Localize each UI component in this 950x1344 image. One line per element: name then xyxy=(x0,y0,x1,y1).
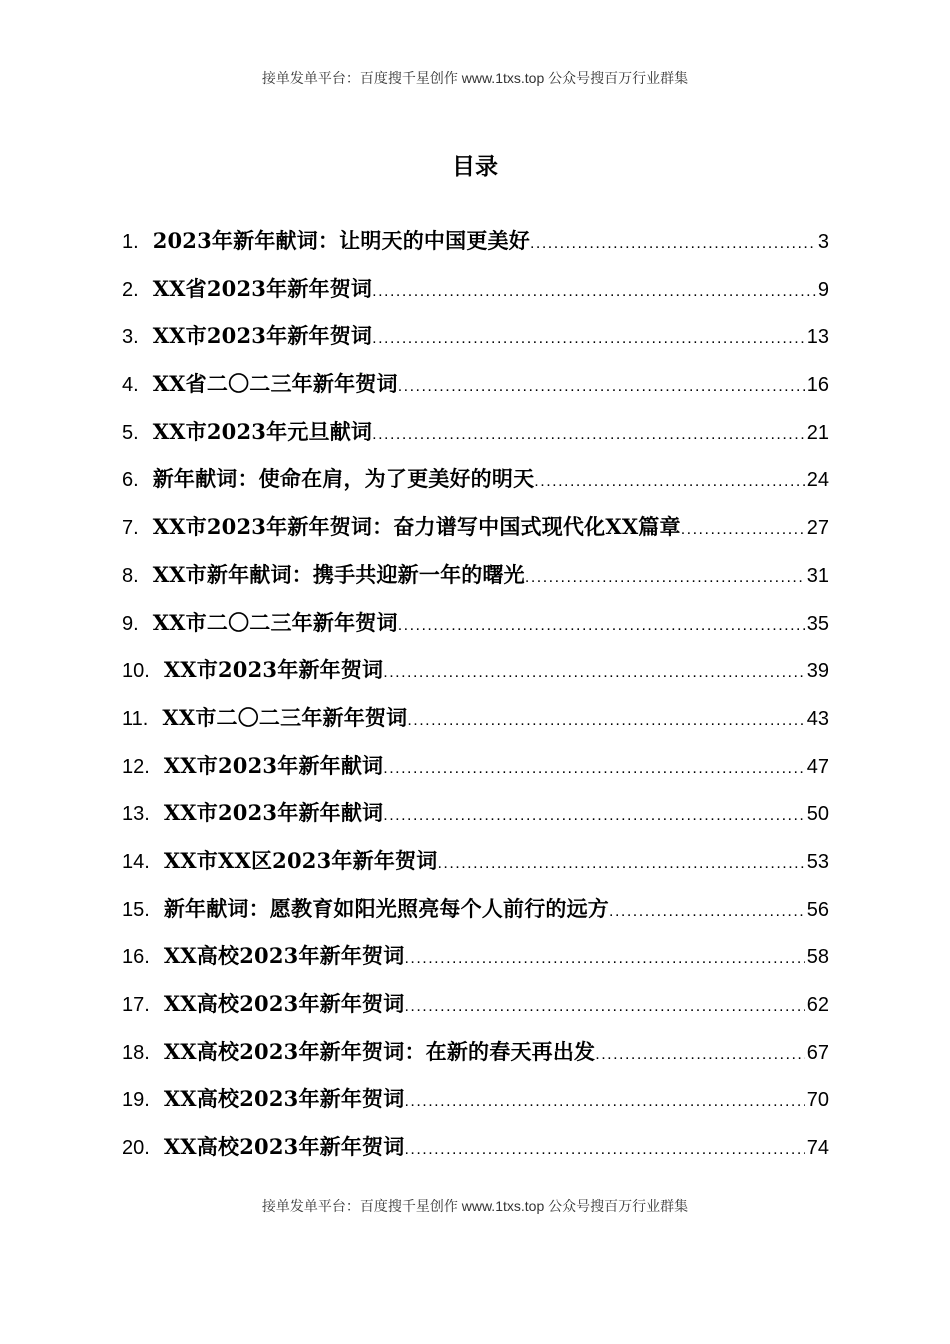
toc-entry[interactable] xyxy=(122,265,829,313)
toc-entry-title: XX高校2023年新年贺词 xyxy=(163,1134,405,1160)
toc-dot-leader xyxy=(525,554,805,602)
toc-entry-number: 9. xyxy=(122,612,139,635)
toc-entry-title: XX市2023年新年贺词 xyxy=(163,657,384,683)
toc-entry[interactable] xyxy=(122,885,829,933)
toc-entry[interactable] xyxy=(122,980,829,1028)
toc-entry-page-number: 62 xyxy=(806,994,829,1016)
toc-entry-title: XX市2023年新年贺词：奋力谱写中国式现代化XX篇章 xyxy=(152,514,681,540)
toc-entry-title: 新年献词：使命在肩，为了更美好的明天 xyxy=(152,466,535,492)
toc-entry-title: XX高校2023年新年贺词：在新的春天再出发 xyxy=(163,1038,596,1064)
toc-entry-title: XX高校2023年新年贺词 xyxy=(163,991,405,1016)
toc-entry-number: 17. xyxy=(122,994,150,1016)
toc-entry[interactable] xyxy=(122,408,829,456)
toc-entry-title: XX市新年献词：携手共迎新一年的曙光 xyxy=(152,561,525,587)
toc-entry-page-number: 74 xyxy=(806,1137,829,1160)
toc-entry-number: 18. xyxy=(122,1041,150,1064)
toc-dot-leader xyxy=(437,840,804,888)
toc-dot-leader xyxy=(372,315,805,363)
toc-dot-leader xyxy=(383,649,805,697)
toc-entry-page-number: 47 xyxy=(806,755,829,778)
toc-entry[interactable] xyxy=(122,742,829,790)
toc-entry-number: 13. xyxy=(122,803,150,826)
toc-dot-leader xyxy=(404,935,804,983)
toc-entry-number: 12. xyxy=(122,755,150,778)
toc-entry-page-number: 53 xyxy=(806,850,829,873)
toc-dot-leader xyxy=(595,1031,805,1079)
toc-entry-page-number: 43 xyxy=(806,707,829,730)
toc-entry[interactable] xyxy=(122,789,829,837)
toc-dot-leader xyxy=(372,411,805,459)
toc-entry-page-number: 39 xyxy=(806,660,829,683)
toc-entry-title: XX高校2023年新年贺词 xyxy=(163,943,405,969)
toc-dot-leader xyxy=(372,268,816,316)
toc-entry-number: 7. xyxy=(122,517,139,540)
toc-entry-number: 15. xyxy=(122,898,150,921)
toc-entry-title: XX市2023年元旦献词 xyxy=(152,418,373,444)
toc-dot-leader xyxy=(681,506,805,554)
toc-dot-leader xyxy=(609,888,805,936)
toc-entry-number: 16. xyxy=(122,946,150,969)
toc-entry-number: 4. xyxy=(122,374,139,397)
toc-entry-title: XX省2023年新年贺词 xyxy=(152,275,373,301)
toc-dot-leader xyxy=(404,983,804,1031)
toc-entry-number: 14. xyxy=(122,850,150,873)
toc-entry-page-number: 70 xyxy=(806,1089,829,1112)
toc-entry[interactable] xyxy=(122,551,829,599)
toc-entry[interactable] xyxy=(122,1123,829,1171)
toc-list xyxy=(122,217,829,1171)
toc-entry-page-number: 67 xyxy=(806,1041,829,1064)
toc-entry[interactable] xyxy=(122,217,829,265)
toc-entry-title: XX省二〇二三年新年贺词 xyxy=(152,371,398,397)
toc-dot-leader xyxy=(534,458,804,506)
toc-entry-title: 新年献词：愿教育如阳光照亮每个人前行的远方 xyxy=(163,895,610,921)
toc-entry[interactable] xyxy=(122,503,829,551)
page-header: 接单发单平台：百度搜千星创作 www.1txs.top 公众号搜百万行业群集 xyxy=(261,70,689,86)
toc-entry-number: 20. xyxy=(122,1137,150,1160)
toc-entry-page-number: 24 xyxy=(806,469,829,492)
toc-entry-page-number: 13 xyxy=(806,326,829,349)
toc-entry-number: 6. xyxy=(122,469,139,492)
toc-dot-leader xyxy=(404,1078,804,1126)
toc-entry-title: XX市2023年新年献词 xyxy=(163,752,384,778)
toc-entry-page-number: 9 xyxy=(817,278,829,301)
toc-entry[interactable] xyxy=(122,1028,829,1076)
toc-dot-leader xyxy=(404,1126,804,1174)
toc-entry-number: 10. xyxy=(122,660,150,683)
toc-entry-page-number: 27 xyxy=(806,517,829,540)
toc-entry-title: 2023年新年献词：让明天的中国更美好 xyxy=(152,228,530,253)
toc-entry-title: XX市2023年新年献词 xyxy=(163,800,384,826)
toc-entry-page-number: 35 xyxy=(806,612,829,635)
toc-entry[interactable] xyxy=(122,694,829,742)
toc-entry-page-number: 56 xyxy=(806,898,829,921)
toc-dot-leader xyxy=(383,745,805,793)
toc-entry[interactable] xyxy=(122,599,829,647)
toc-entry[interactable] xyxy=(122,646,829,694)
toc-entry[interactable] xyxy=(122,360,829,408)
toc-entry-page-number: 21 xyxy=(806,421,829,444)
toc-entry[interactable] xyxy=(122,932,829,980)
toc-entry-number: 2. xyxy=(122,278,139,301)
toc-entry-page-number: 58 xyxy=(806,946,829,969)
toc-dot-leader xyxy=(383,792,805,840)
toc-dot-leader xyxy=(530,220,816,268)
toc-entry-number: 3. xyxy=(122,326,139,349)
toc-entry-number: 1. xyxy=(122,231,139,253)
toc-entry-page-number: 3 xyxy=(817,231,829,253)
toc-title: 目录 xyxy=(452,153,498,180)
toc-entry[interactable] xyxy=(122,312,829,360)
toc-entry-number: 11. xyxy=(122,707,149,730)
toc-dot-leader xyxy=(407,697,804,745)
toc-entry[interactable] xyxy=(122,1075,829,1123)
toc-entry[interactable] xyxy=(122,837,829,885)
toc-entry-page-number: 31 xyxy=(806,564,829,587)
toc-entry[interactable] xyxy=(122,455,829,503)
toc-entry-title: XX市2023年新年贺词 xyxy=(152,323,373,349)
toc-entry-number: 8. xyxy=(122,564,139,587)
toc-entry-title: XX市二〇二三年新年贺词 xyxy=(162,704,408,730)
toc-entry-title: XX市XX区2023年新年贺词 xyxy=(163,847,438,873)
toc-entry-number: 5. xyxy=(122,421,139,444)
toc-entry-number: 19. xyxy=(122,1089,150,1112)
toc-entry-title: XX市二〇二三年新年贺词 xyxy=(152,609,398,635)
page-footer: 接单发单平台：百度搜千星创作 www.1txs.top 公众号搜百万行业群集 xyxy=(261,1198,689,1214)
toc-entry-page-number: 50 xyxy=(806,803,829,826)
toc-entry-title: XX高校2023年新年贺词 xyxy=(163,1086,405,1112)
toc-entry-page-number: 16 xyxy=(806,374,829,397)
toc-dot-leader xyxy=(398,363,805,411)
toc-dot-leader xyxy=(398,602,805,650)
